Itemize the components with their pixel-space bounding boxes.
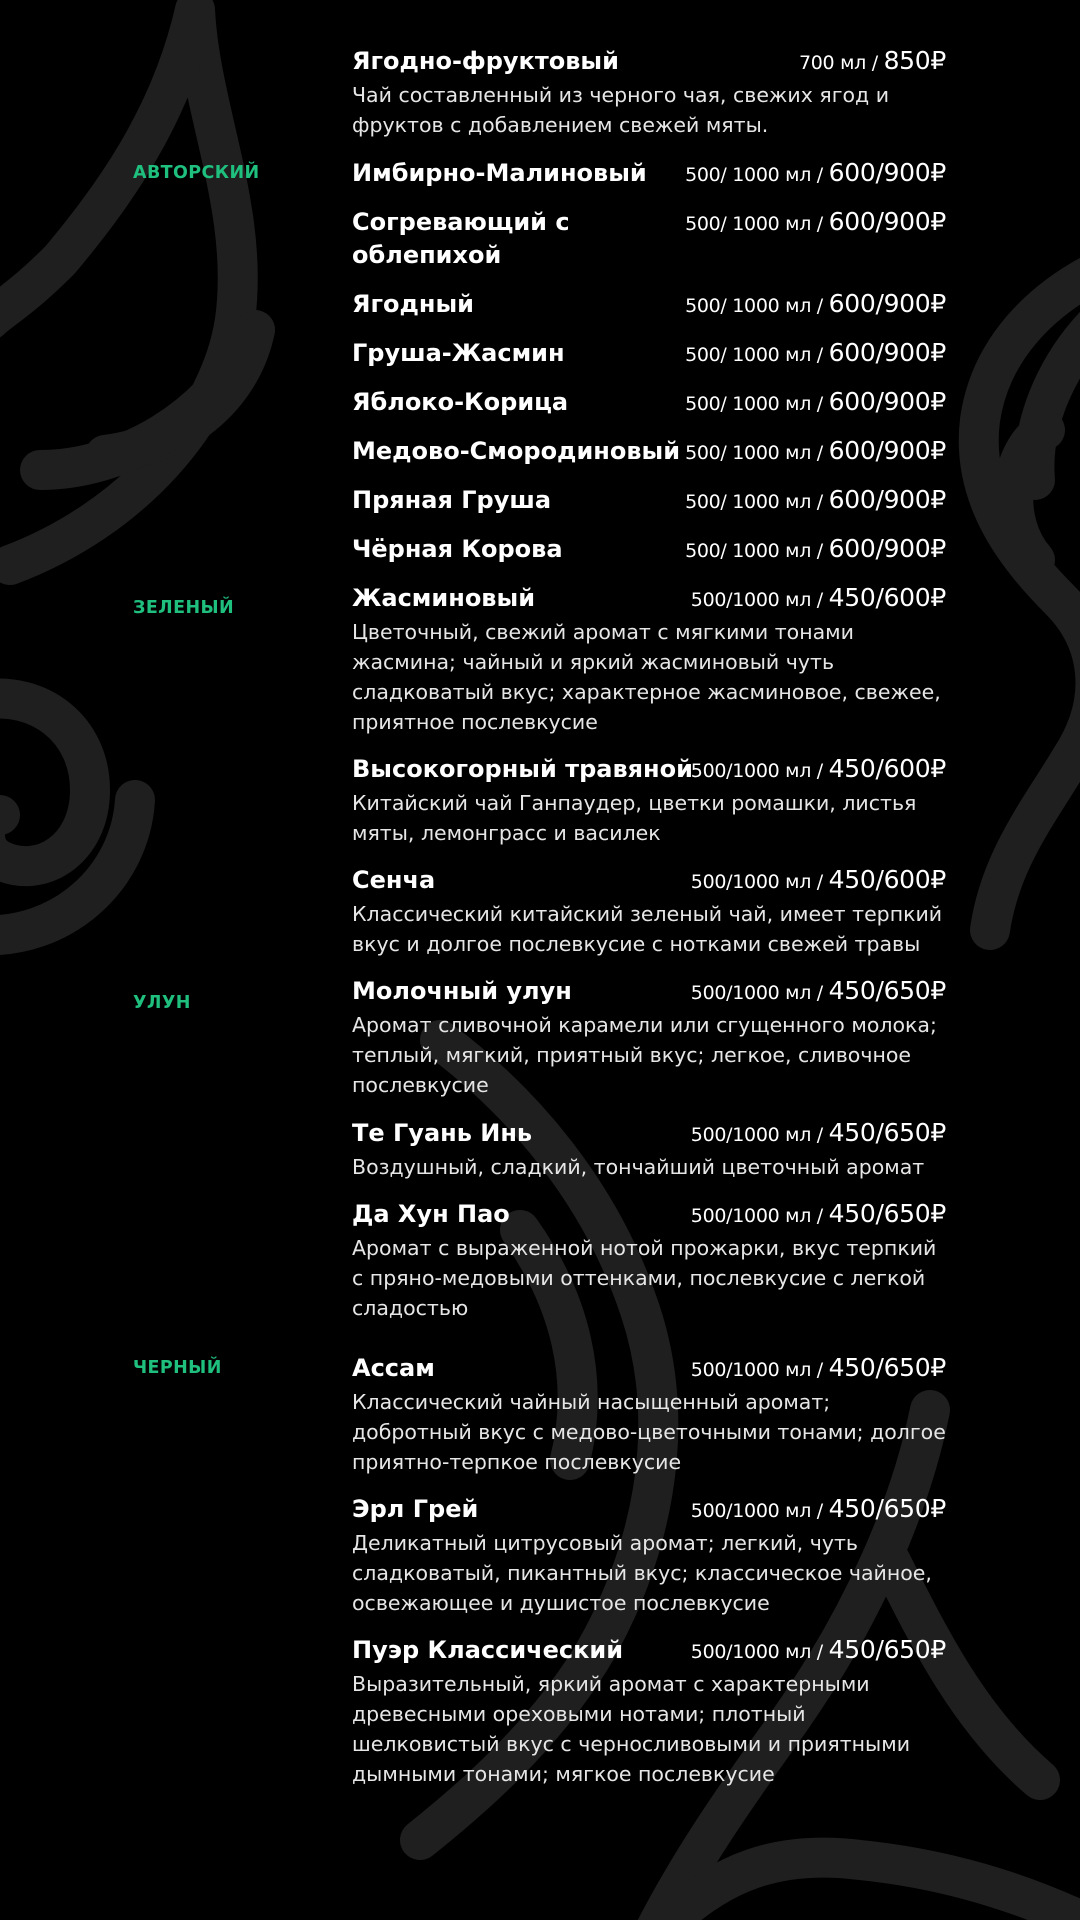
item-cost: 450/650₽ [828,1118,946,1147]
item-name: Те Гуань Инь [352,1119,533,1147]
item-price [691,1493,946,1528]
item-description: Воздушный, сладкий, тончайший цветочный аромат [352,1155,925,1179]
item-price [799,45,946,80]
item-cost: 600/900₽ [828,289,946,318]
menu-item [352,1117,946,1182]
menu-item [352,435,946,467]
item-cost: 600/900₽ [828,207,946,236]
item-name: Имбирно-Малиновый [352,159,647,187]
menu-item [352,582,946,737]
item-price [685,533,946,568]
item-price [685,484,946,519]
item-price [691,975,946,1010]
item-volume: 500/1000 мл / [690,871,829,893]
item-name: Сенча [352,866,436,894]
item-price [691,582,946,617]
item-volume: 500/ 1000 мл / [685,213,829,235]
menu-item [352,1634,946,1789]
item-price [691,1352,946,1387]
item-volume: 500/ 1000 мл / [685,295,829,317]
item-price [685,157,946,192]
item-cost: 450/650₽ [828,1635,946,1664]
item-price [691,1198,946,1233]
item-description: Чай составленный из черного чая, свежих ягод и фруктов с добавлением свежей мяты. [352,83,890,137]
item-volume: 500/ 1000 мл / [685,164,829,186]
item-name: Яблоко-Корица [352,388,569,416]
item-volume: 500/1000 мл / [690,1359,829,1381]
item-cost: 600/900₽ [828,485,946,514]
item-volume: 500/ 1000 мл / [685,442,829,464]
section-label-black: ЧЕРНЫЙ [133,1358,222,1378]
item-name: Эрл Грей [352,1495,479,1523]
item-volume: 500/ 1000 мл / [685,540,829,562]
item-price [685,386,946,421]
item-volume: 700 мл / [798,52,884,74]
item-cost: 600/900₽ [828,534,946,563]
item-price [685,206,946,241]
menu-item [352,288,946,320]
item-description: Цветочный, свежий аромат с мягкими тонами жасмина; чайный и яркий жасминовый чуть сладковатый вкус; характерное жасминовое, свежее, приятное послевкусие [352,620,941,734]
menu-item [352,206,946,269]
section-label-green: ЗЕЛЕНЫЙ [133,598,235,618]
menu-item [352,1493,946,1618]
item-name: Высокогорный травяной [352,755,693,783]
item-price [691,1117,946,1152]
item-volume: 500/1000 мл / [690,589,829,611]
item-cost: 600/900₽ [828,338,946,367]
item-volume: 500/1000 мл / [690,760,829,782]
item-cost: 450/600₽ [828,583,946,612]
menu-item [352,533,946,565]
menu-item [352,45,946,140]
menu-item [352,386,946,418]
item-price [685,337,946,372]
item-price [691,864,946,899]
item-cost: 850₽ [883,46,946,75]
item-name: Чёрная Корова [352,535,563,563]
item-description: Китайский чай Ганпаудер, цветки ромашки, листья мяты, лемонграсс и василек [352,791,917,845]
menu-item [352,864,946,959]
section-label-author: АВТОРСКИЙ [133,163,260,183]
item-description: Аромат сливочной карамели или сгущенного молока; теплый, мягкий, приятный вкус; легкое, сливочное послевкусие [352,1013,937,1097]
item-cost: 600/900₽ [828,158,946,187]
item-name: Ягодно-фруктовый [352,47,619,75]
item-name: Жасминовый [352,584,536,612]
item-description: Классический чайный насыщенный аромат; добротный вкус с медово-цветочными тонами; долгое приятно-терпкое послевкусие [352,1390,946,1474]
item-cost: 450/600₽ [828,754,946,783]
item-cost: 450/600₽ [828,865,946,894]
menu-item [352,157,946,189]
item-volume: 500/ 1000 мл / [685,344,829,366]
item-volume: 500/ 1000 мл / [685,393,829,415]
menu-item [352,337,946,369]
item-volume: 500/1000 мл / [690,1500,829,1522]
item-name: Груша-Жасмин [352,339,565,367]
item-volume: 500/1000 мл / [690,1641,829,1663]
item-name: Пуэр Классический [352,1636,624,1664]
item-description: Аромат с выраженной нотой прожарки, вкус терпкий с пряно-медовыми оттенками, послевкусие с легкой сладостью [352,1236,937,1320]
item-name: Ягодный [352,290,474,318]
item-price [691,753,946,788]
item-name: Согревающий с облепихой [352,208,570,269]
item-price [685,435,946,470]
item-volume: 500/1000 мл / [690,1205,829,1227]
item-cost: 600/900₽ [828,387,946,416]
item-cost: 450/650₽ [828,976,946,1005]
item-volume: 500/ 1000 мл / [685,491,829,513]
menu-item [352,975,946,1100]
menu-item [352,484,946,516]
item-cost: 600/900₽ [828,436,946,465]
menu-item [352,1198,946,1323]
item-volume: 500/1000 мл / [690,982,829,1004]
section-label-oolong: УЛУН [133,993,191,1013]
item-name: Пряная Груша [352,486,552,514]
item-price [685,288,946,323]
menu-item [352,753,946,848]
item-name: Ассам [352,1354,435,1382]
item-name: Молочный улун [352,977,572,1005]
item-name: Медово-Смородиновый [352,437,681,465]
item-description: Деликатный цитрусовый аромат; легкий, чуть сладковатый, пикантный вкус; классическое чайное, освежающее и душистое послевкусие [352,1531,932,1615]
item-cost: 450/650₽ [828,1199,946,1228]
item-cost: 450/650₽ [828,1353,946,1382]
item-name: Да Хун Пао [352,1200,510,1228]
item-description: Выразительный, яркий аромат с характерными древесными ореховыми нотами; плотный шелковистый вкус с черносливовыми и приятными дымными тонами; мягкое послевкусие [352,1672,911,1786]
menu-item [352,1352,946,1477]
item-description: Классический китайский зеленый чай, имеет терпкий вкус и долгое послевкусие с нотками свежей травы [352,902,943,956]
item-cost: 450/650₽ [828,1494,946,1523]
item-volume: 500/1000 мл / [690,1124,829,1146]
item-price [691,1634,946,1669]
